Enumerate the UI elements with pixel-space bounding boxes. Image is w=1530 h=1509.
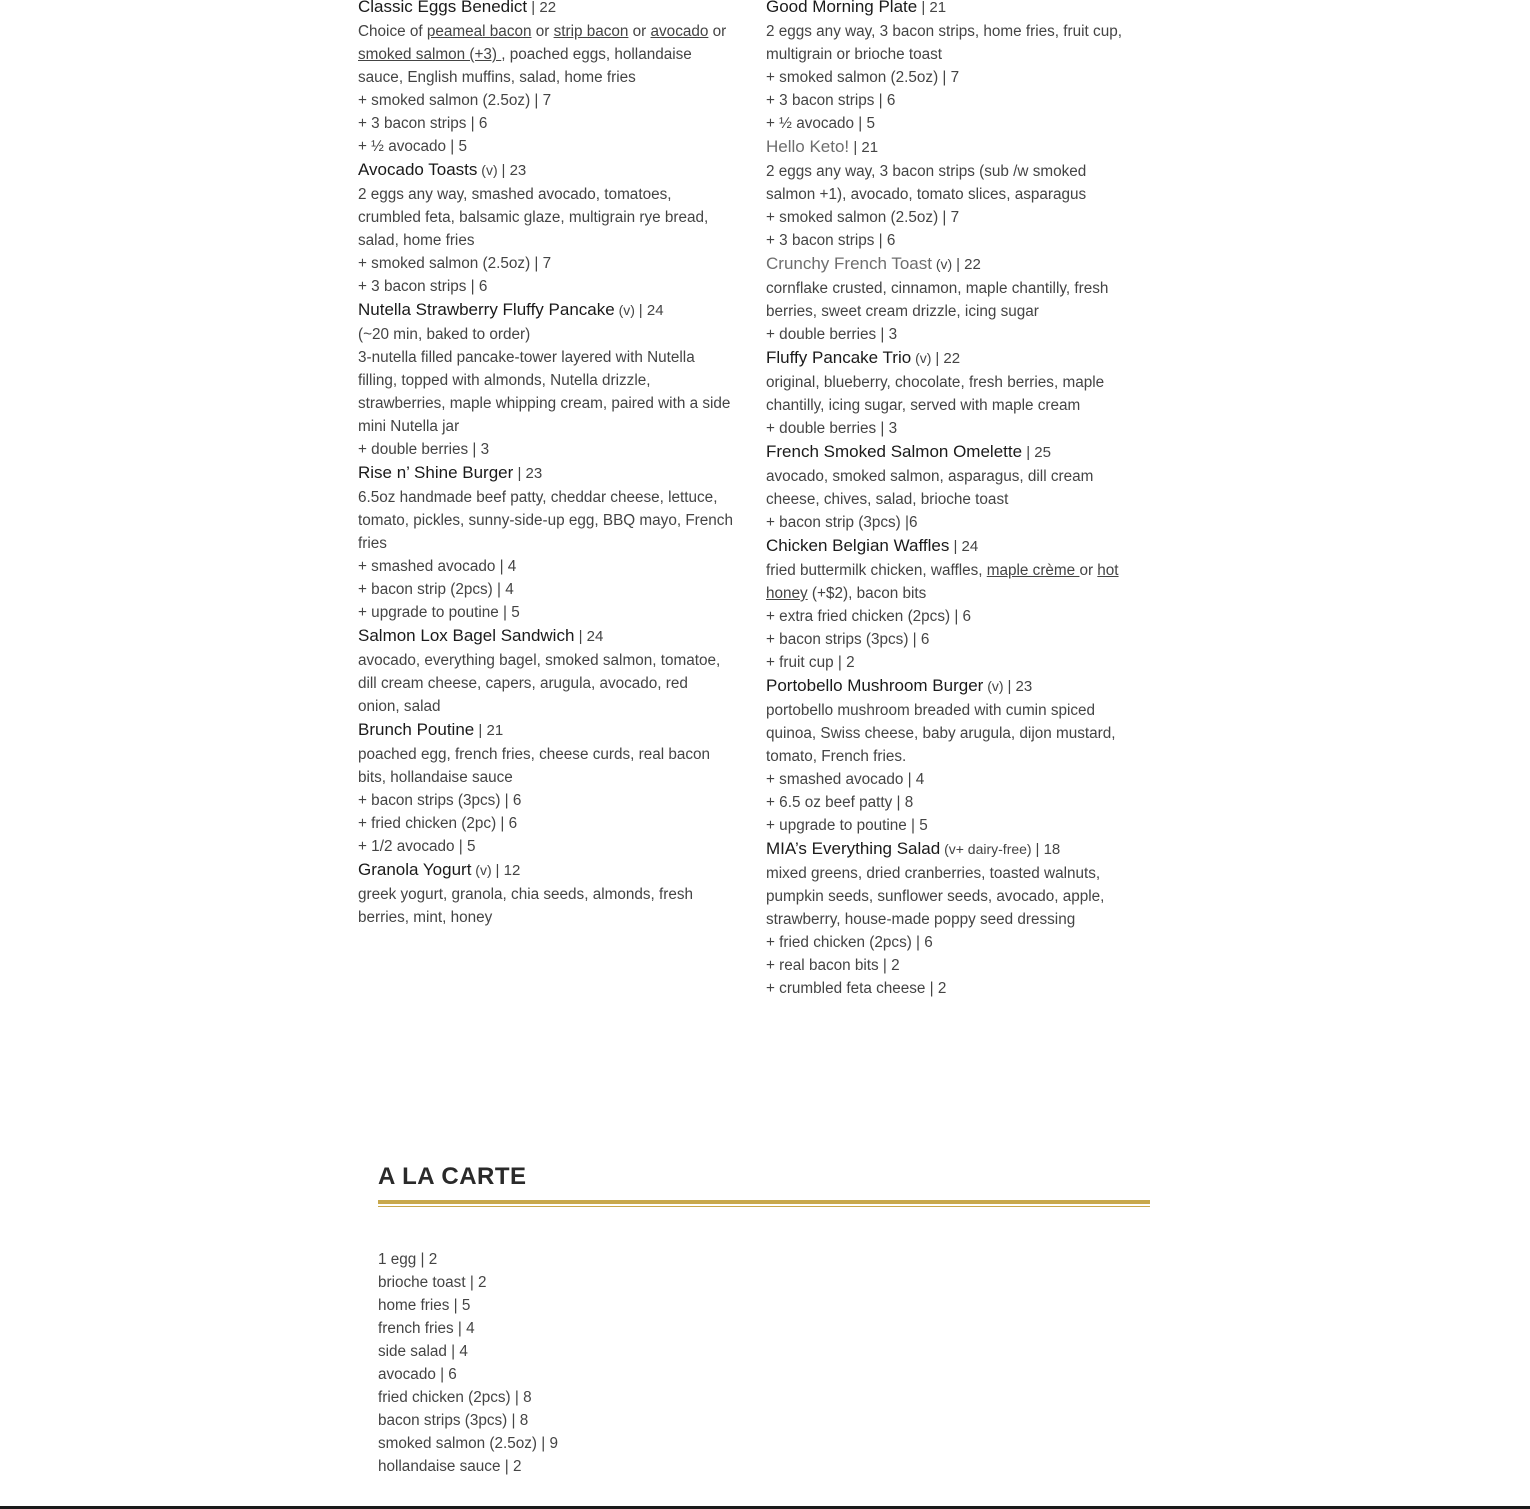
menu-item-title xyxy=(766,135,1136,160)
menu-item xyxy=(766,440,1136,534)
menu-item-price: | 23 xyxy=(513,465,543,482)
menu-item-name: Chicken Belgian Waffles xyxy=(766,536,950,555)
diet-tag: (v) xyxy=(477,162,502,178)
menu-item-price: | 22 xyxy=(935,350,961,367)
description-text: portobello mushroom breaded with cumin spiced quinoa, Swiss cheese, baby arugula, dijon mustard, tomato, French fries. xyxy=(766,702,1116,765)
menu-column-left xyxy=(358,0,733,929)
menu-item-description xyxy=(766,277,1136,323)
menu-item-name: Rise n’ Shine Burger xyxy=(358,463,514,482)
menu-item-description xyxy=(358,346,733,438)
menu-item-name: MIA’s Everything Salad xyxy=(766,839,941,858)
menu-item-description xyxy=(358,486,733,555)
menu-item-addon: + 3 bacon strips | 6 xyxy=(358,278,488,295)
menu-item-name: Good Morning Plate xyxy=(766,0,918,16)
menu-item-title xyxy=(358,858,733,883)
diet-tag: (v+ dairy-free) xyxy=(940,841,1036,857)
menu-item-description xyxy=(766,465,1136,511)
menu-item xyxy=(766,135,1136,252)
menu-item-price: | 24 xyxy=(949,538,979,555)
menu-item-addon: + smoked salmon (2.5oz) | 7 xyxy=(766,209,960,226)
diet-tag: (v) xyxy=(931,256,957,272)
description-text: poached egg, french fries, cheese curds, real bacon bits, hollandaise sauce xyxy=(358,746,711,786)
menu-item-note: (~20 min, baked to order) xyxy=(358,326,531,343)
option-text: maple crème xyxy=(986,562,1080,579)
menu-item xyxy=(358,461,733,624)
description-text: or xyxy=(708,23,727,40)
menu-item xyxy=(766,0,1136,135)
menu-item-addon: + fried chicken (2pc) | 6 xyxy=(358,815,518,832)
description-text: avocado, smoked salmon, asparagus, dill cream cheese, chives, salad, brioche toast xyxy=(766,468,1094,508)
diet-tag: (v) xyxy=(471,862,496,878)
menu-item-price: | 21 xyxy=(917,0,947,16)
menu-item xyxy=(766,674,1136,837)
menu-item-name: Salmon Lox Bagel Sandwich xyxy=(358,626,575,645)
menu-item-name: Crunchy French Toast xyxy=(766,254,932,273)
menu-item-title xyxy=(358,624,733,649)
menu-item-description xyxy=(766,862,1136,931)
option-text: strip bacon xyxy=(553,23,629,40)
menu-item-title xyxy=(358,158,733,183)
menu-item-addon: + 3 bacon strips | 6 xyxy=(358,115,488,132)
alacarte-item: home fries | 5 xyxy=(378,1297,471,1314)
alacarte-item: avocado | 6 xyxy=(378,1366,457,1383)
menu-item-addon: + smoked salmon (2.5oz) | 7 xyxy=(358,92,552,109)
menu-item-addon: + extra fried chicken (2pcs) | 6 xyxy=(766,608,972,625)
alacarte-item: smoked salmon (2.5oz) | 9 xyxy=(378,1435,558,1452)
menu-item-description xyxy=(766,699,1136,768)
menu-item-title xyxy=(766,346,1136,371)
alacarte-section xyxy=(378,1160,1150,1478)
menu-item-addon: + bacon strips (3pcs) | 6 xyxy=(766,631,930,648)
description-text: mixed greens, dried cranberries, toasted walnuts, pumpkin seeds, sunflower seeds, avocado, apple, strawberry, house-made poppy seed dressing xyxy=(766,865,1105,928)
menu-item-addon: + smashed avocado | 4 xyxy=(766,771,925,788)
menu-item-description xyxy=(358,183,733,252)
menu-item-addon: + double berries | 3 xyxy=(766,420,898,437)
alacarte-item: french fries | 4 xyxy=(378,1320,475,1337)
description-text: 2 eggs any way, smashed avocado, tomatoes, crumbled feta, balsamic glaze, multigrain rye bread, salad, home fries xyxy=(358,186,709,249)
menu-item-price: | xyxy=(527,0,540,16)
menu-item-title xyxy=(766,534,1136,559)
menu-item-price: | 21 xyxy=(849,139,879,156)
alacarte-item: 1 egg | 2 xyxy=(378,1251,438,1268)
menu-item-title xyxy=(766,252,1136,277)
alacarte-heading: A LA CARTE xyxy=(378,1163,527,1190)
menu-item-name: Granola Yogurt xyxy=(358,860,472,879)
menu-item-addon: + bacon strip (2pcs) | 4 xyxy=(358,581,514,598)
menu-item-name: Hello Keto! xyxy=(766,137,850,156)
menu-item-addon: + real bacon bits | 2 xyxy=(766,957,900,974)
menu-item-title xyxy=(358,718,733,743)
menu-item-description xyxy=(766,559,1136,605)
diet-tag: (v) xyxy=(614,302,639,318)
menu-item xyxy=(766,252,1136,346)
menu-item xyxy=(358,858,733,929)
menu-item-addon: + ½ avocado | 5 xyxy=(766,115,876,132)
menu-item xyxy=(358,298,733,461)
diet-tag: (v) xyxy=(911,350,936,366)
menu-item-name: Classic Eggs Benedict xyxy=(358,0,528,16)
description-text: or xyxy=(531,23,554,40)
alacarte-item: side salad | 4 xyxy=(378,1343,468,1360)
alacarte-item: brioche toast | 2 xyxy=(378,1274,487,1291)
menu-item-price: | 23 xyxy=(501,162,527,179)
menu-item xyxy=(358,718,733,858)
menu-item-addon: + upgrade to poutine | 5 xyxy=(358,604,520,621)
description-text: cornflake crusted, cinnamon, maple chantilly, fresh berries, sweet cream drizzle, icing sugar xyxy=(766,280,1109,320)
menu-item xyxy=(358,0,733,158)
alacarte-list xyxy=(378,1248,1150,1478)
alacarte-item: bacon strips (3pcs) | 8 xyxy=(378,1412,529,1429)
menu-item-addon: + fried chicken (2pcs) | 6 xyxy=(766,934,933,951)
menu-item-description xyxy=(766,371,1136,417)
menu-item-title xyxy=(766,440,1136,465)
menu-item-addon: + smashed avocado | 4 xyxy=(358,558,517,575)
description-text: , poached eggs, hollandaise sauce, English muffins, salad, home fries xyxy=(358,46,692,86)
menu-item-addon: + bacon strips (3pcs) | 6 xyxy=(358,792,522,809)
description-text: or xyxy=(628,23,651,40)
description-text: (+$2), bacon bits xyxy=(807,585,927,602)
menu-item-description xyxy=(358,20,733,89)
menu-item-addon: + smoked salmon (2.5oz) | 7 xyxy=(766,69,960,86)
menu-item-title xyxy=(358,0,733,20)
option-text: avocado xyxy=(650,23,709,40)
menu-item-name: Avocado Toasts xyxy=(358,160,478,179)
option-text: hot honey xyxy=(766,562,1119,602)
menu-item-addon: + double berries | 3 xyxy=(766,326,898,343)
menu-item-price: | 12 xyxy=(495,862,521,879)
description-text: Choice of xyxy=(358,23,427,40)
menu-item-title xyxy=(766,837,1136,862)
menu-item-name: Portobello Mushroom Burger xyxy=(766,676,984,695)
menu-item-addon: + double berries | 3 xyxy=(358,441,490,458)
menu-item-description xyxy=(358,649,733,718)
menu-item-name: Nutella Strawberry Fluffy Pancake xyxy=(358,300,615,319)
menu-item xyxy=(358,624,733,718)
description-text: greek yogurt, granola, chia seeds, almonds, fresh berries, mint, honey xyxy=(358,886,694,926)
menu-item-addon: + fruit cup | 2 xyxy=(766,654,855,671)
menu-item-price: | 21 xyxy=(474,722,504,739)
option-text: smoked salmon (+3) xyxy=(358,46,502,63)
menu-item xyxy=(766,346,1136,440)
menu-item-description xyxy=(358,883,733,929)
description-text: 6.5oz handmade beef patty, cheddar cheese, lettuce, tomato, pickles, sunny-side-up egg, BBQ mayo, French fries xyxy=(358,489,733,552)
description-text: or xyxy=(1079,562,1098,579)
menu-item-description xyxy=(766,20,1136,66)
menu-item-addon: + ½ avocado | 5 xyxy=(358,138,468,155)
menu-item-addon: + 6.5 oz beef patty | 8 xyxy=(766,794,914,811)
menu-item-addon: + 3 bacon strips | 6 xyxy=(766,92,896,109)
description-text: original, blueberry, chocolate, fresh berries, maple chantilly, icing sugar, served with maple cream xyxy=(766,374,1105,414)
menu-item-description xyxy=(358,743,733,789)
description-text: 2 eggs any way, 3 bacon strips, home fries, fruit cup, multigrain or brioche toast xyxy=(766,23,1122,63)
menu-item-title xyxy=(766,0,1136,20)
menu-item-addon: + crumbled feta cheese | 2 xyxy=(766,980,947,997)
menu-item xyxy=(766,837,1136,1000)
description-text: fried buttermilk chicken, waffles, xyxy=(766,562,987,579)
menu-item-price: 22 xyxy=(539,0,557,16)
alacarte-item: fried chicken (2pcs) | 8 xyxy=(378,1389,532,1406)
menu-item-name: Brunch Poutine xyxy=(358,720,475,739)
menu-item-price: | 23 xyxy=(1007,678,1033,695)
alacarte-item: hollandaise sauce | 2 xyxy=(378,1458,522,1475)
menu-item-price: | 24 xyxy=(574,628,604,645)
menu-item-name: French Smoked Salmon Omelette xyxy=(766,442,1023,461)
gold-divider xyxy=(378,1200,1150,1208)
menu-item-price: | 24 xyxy=(638,302,664,319)
description-text: avocado, everything bagel, smoked salmon, tomatoe, dill cream cheese, capers, arugula, avocado, red onion, salad xyxy=(358,652,721,715)
menu-item-addon: + 3 bacon strips | 6 xyxy=(766,232,896,249)
menu-item xyxy=(358,158,733,298)
option-text: peameal bacon xyxy=(426,23,532,40)
menu-item-name: Fluffy Pancake Trio xyxy=(766,348,912,367)
menu-item-description xyxy=(766,160,1136,206)
menu-item-title xyxy=(358,461,733,486)
menu-item-title xyxy=(766,674,1136,699)
description-text: 2 eggs any way, 3 bacon strips (sub /w smoked salmon +1), avocado, tomato slices, asparagus xyxy=(766,163,1087,203)
menu-item-addon: + upgrade to poutine | 5 xyxy=(766,817,928,834)
menu-item xyxy=(766,534,1136,674)
menu-item-price: | 18 xyxy=(1035,841,1061,858)
menu-item-addon: + smoked salmon (2.5oz) | 7 xyxy=(358,255,552,272)
menu-item-addon: + bacon strip (3pcs) |6 xyxy=(766,514,918,531)
menu-item-addon: + 1/2 avocado | 5 xyxy=(358,838,476,855)
menu-column-right xyxy=(766,0,1136,1000)
diet-tag: (v) xyxy=(983,678,1008,694)
menu-item-price: | 22 xyxy=(956,256,981,273)
menu-item-price: | 25 xyxy=(1022,444,1051,461)
menu-item-title xyxy=(358,298,733,323)
description-text: 3-nutella filled pancake-tower layered with Nutella filling, topped with almonds, Nutella drizzle, strawberries, maple whipping cream, paired with a side mini Nutella jar xyxy=(358,349,731,435)
